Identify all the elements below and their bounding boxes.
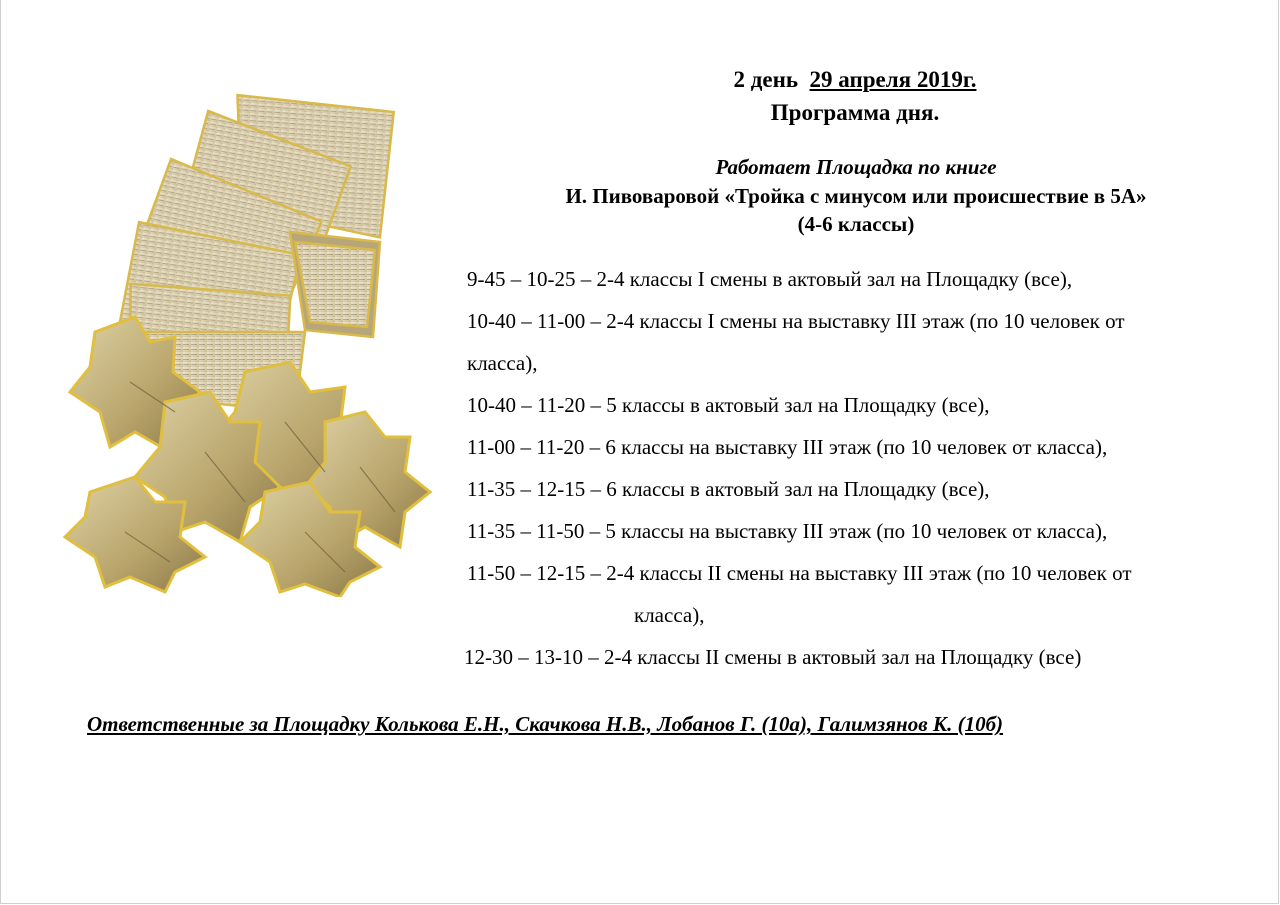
schedule-item: 11-00 – 11-20 – 6 классы на выставку III этаж (по 10 человек от класса),: [467, 435, 1108, 459]
schedule-item-continuation: класса),: [467, 351, 538, 375]
book-leaves-illustration: [55, 92, 455, 597]
program-title: Программа дня.: [770, 100, 940, 125]
book-title: И. Пивоваровой «Тройка с минусом или происшествие в 5А»: [565, 184, 1147, 208]
schedule-item: 11-50 – 12-15 – 2-4 классы II смены на выставку III этаж (по 10 человек от: [467, 561, 1132, 585]
responsible-persons: Ответственные за Площадку Колькова Е.Н., Скачкова Н.В., Лобанов Г. (10а), Галимзянов К. (10б): [87, 712, 1004, 736]
schedule-item: 11-35 – 11-50 – 5 классы на выставку III этаж (по 10 человек от класса),: [467, 519, 1108, 543]
date-heading: [540, 67, 1170, 93]
schedule-item-continuation: класса),: [634, 603, 705, 627]
schedule-item: 12-30 – 13-10 – 2-4 классы II смены в актовый зал на Площадку (все): [464, 645, 1082, 669]
date-label: 29 апреля 2019г.: [809, 67, 977, 92]
schedule-item: 11-35 – 12-15 – 6 классы в актовый зал на Площадку (все),: [467, 477, 990, 501]
schedule-item: 10-40 – 11-00 – 2-4 классы I смены на выставку III этаж (по 10 человек от: [467, 309, 1125, 333]
grades-label: (4-6 классы): [797, 212, 915, 236]
schedule-item: 9-45 – 10-25 – 2-4 классы I смены в актовый зал на Площадку (все),: [467, 267, 1073, 291]
book-body: [290, 232, 380, 337]
venue-intro: Работает Площадка по книге: [715, 155, 997, 179]
schedule-item: 10-40 – 11-20 – 5 классы в актовый зал на Площадку (все),: [467, 393, 990, 417]
day-label: 2 день: [733, 67, 799, 92]
